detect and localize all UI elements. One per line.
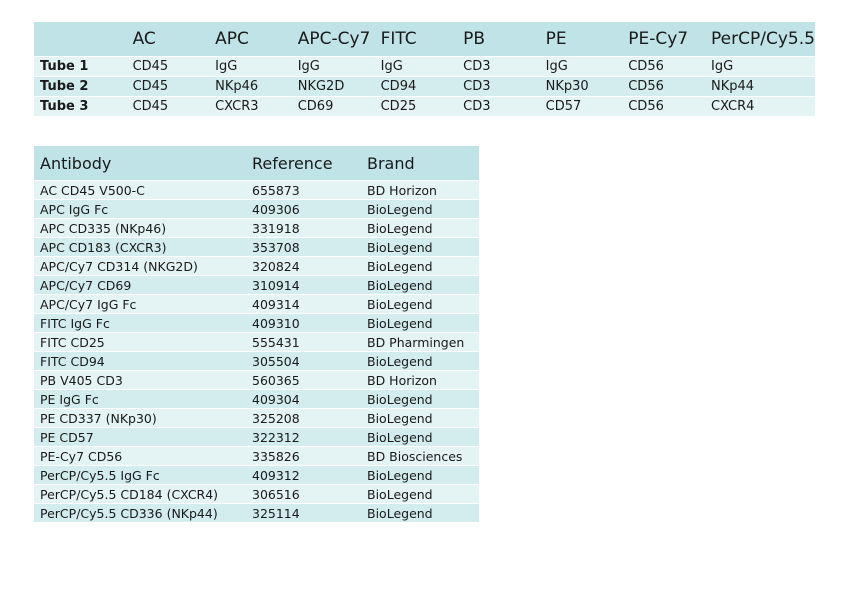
tube-cell: CXCR3 — [215, 97, 298, 117]
antibody-name: PE CD337 (NKp30) — [34, 409, 252, 428]
antibody-name: AC CD45 V500-C — [34, 181, 252, 200]
tube-table-header-cell: AC — [133, 22, 216, 57]
tube-cell: CD45 — [133, 57, 216, 77]
antibody-table-row — [34, 276, 479, 295]
antibody-reference: 409306 — [252, 200, 367, 219]
tube-cell: CD94 — [381, 77, 464, 97]
antibody-reference-table — [34, 146, 479, 522]
antibody-reference: 555431 — [252, 333, 367, 352]
tube-cell: CD56 — [628, 97, 711, 117]
antibody-name: APC IgG Fc — [34, 200, 252, 219]
antibody-brand: BioLegend — [367, 428, 479, 447]
antibody-name: APC/Cy7 CD69 — [34, 276, 252, 295]
antibody-table-row — [34, 181, 479, 200]
tube-table-header-cell: PE-Cy7 — [628, 22, 711, 57]
tube-table-header-cell: APC-Cy7 — [298, 22, 381, 57]
antibody-table-body — [34, 181, 479, 523]
tube-table-row — [34, 57, 815, 77]
tube-cell: CD25 — [381, 97, 464, 117]
tube-cell: CD3 — [463, 97, 545, 117]
antibody-brand: BioLegend — [367, 295, 479, 314]
antibody-reference: 409310 — [252, 314, 367, 333]
antibody-table-row — [34, 447, 479, 466]
tube-label: Tube 3 — [34, 97, 133, 117]
tube-cell: IgG — [381, 57, 464, 77]
antibody-table-row — [34, 409, 479, 428]
antibody-brand: BioLegend — [367, 200, 479, 219]
tube-table-header-corner — [34, 22, 133, 57]
tube-cell: NKp30 — [546, 77, 629, 97]
antibody-brand: BioLegend — [367, 485, 479, 504]
antibody-name: FITC CD94 — [34, 352, 252, 371]
antibody-name: APC/Cy7 CD314 (NKG2D) — [34, 257, 252, 276]
antibody-brand: BD Horizon — [367, 371, 479, 390]
antibody-reference: 306516 — [252, 485, 367, 504]
antibody-name: PE CD57 — [34, 428, 252, 447]
antibody-table-row — [34, 390, 479, 409]
antibody-reference: 335826 — [252, 447, 367, 466]
tube-cell: IgG — [215, 57, 298, 77]
antibody-name: PE IgG Fc — [34, 390, 252, 409]
tube-cell: IgG — [711, 57, 815, 77]
tube-table-header-cell: PB — [463, 22, 545, 57]
antibody-name: FITC CD25 — [34, 333, 252, 352]
antibody-name: FITC IgG Fc — [34, 314, 252, 333]
brand-column-header: Brand — [367, 146, 479, 181]
antibody-brand: BioLegend — [367, 409, 479, 428]
antibody-name: PerCP/Cy5.5 CD184 (CXCR4) — [34, 485, 252, 504]
antibody-reference: 325208 — [252, 409, 367, 428]
tube-cell: NKp46 — [215, 77, 298, 97]
tube-cell: CD45 — [133, 97, 216, 117]
antibody-table-row — [34, 200, 479, 219]
antibody-brand: BioLegend — [367, 390, 479, 409]
antibody-table-row — [34, 333, 479, 352]
antibody-brand: BioLegend — [367, 238, 479, 257]
tube-cell: NKG2D — [298, 77, 381, 97]
tube-cell: IgG — [298, 57, 381, 77]
tube-cell: CXCR4 — [711, 97, 815, 117]
antibody-brand: BioLegend — [367, 257, 479, 276]
tube-table-row — [34, 97, 815, 117]
antibody-reference: 409304 — [252, 390, 367, 409]
antibody-table-row — [34, 504, 479, 523]
antibody-name: PE-Cy7 CD56 — [34, 447, 252, 466]
tube-cell: CD69 — [298, 97, 381, 117]
tube-panel-table — [34, 22, 815, 116]
antibody-brand: BioLegend — [367, 219, 479, 238]
antibody-reference: 409314 — [252, 295, 367, 314]
tube-label: Tube 2 — [34, 77, 133, 97]
antibody-brand: BioLegend — [367, 504, 479, 523]
antibody-table-row — [34, 428, 479, 447]
tube-cell: IgG — [546, 57, 629, 77]
antibody-brand: BD Horizon — [367, 181, 479, 200]
tube-cell: CD3 — [463, 77, 545, 97]
tube-cell: CD56 — [628, 57, 711, 77]
tube-table-header-cell: PerCP/Cy5.5 — [711, 22, 815, 57]
antibody-reference: 320824 — [252, 257, 367, 276]
antibody-reference: 310914 — [252, 276, 367, 295]
antibody-table-row — [34, 238, 479, 257]
antibody-name: APC/Cy7 IgG Fc — [34, 295, 252, 314]
tube-table-header-cell: FITC — [381, 22, 464, 57]
antibody-reference: 325114 — [252, 504, 367, 523]
tube-cell: CD57 — [546, 97, 629, 117]
tube-cell: NKp44 — [711, 77, 815, 97]
antibody-column-header: Antibody — [34, 146, 252, 181]
antibody-brand: BioLegend — [367, 352, 479, 371]
antibody-name: APC CD335 (NKp46) — [34, 219, 252, 238]
tube-table-header-row — [34, 22, 815, 57]
antibody-table-row — [34, 295, 479, 314]
antibody-name: PerCP/Cy5.5 CD336 (NKp44) — [34, 504, 252, 523]
tube-table-row — [34, 77, 815, 97]
antibody-table-row — [34, 371, 479, 390]
antibody-brand: BioLegend — [367, 314, 479, 333]
antibody-reference: 353708 — [252, 238, 367, 257]
antibody-table-row — [34, 219, 479, 238]
tube-table-header-cell: PE — [546, 22, 629, 57]
antibody-reference: 331918 — [252, 219, 367, 238]
antibody-table-row — [34, 352, 479, 371]
antibody-reference: 560365 — [252, 371, 367, 390]
antibody-brand: BD Pharmingen — [367, 333, 479, 352]
antibody-name: PB V405 CD3 — [34, 371, 252, 390]
tube-label: Tube 1 — [34, 57, 133, 77]
antibody-brand: BD Biosciences — [367, 447, 479, 466]
tube-cell: CD56 — [628, 77, 711, 97]
antibody-table-header-row — [34, 146, 479, 181]
antibody-reference: 322312 — [252, 428, 367, 447]
antibody-reference: 305504 — [252, 352, 367, 371]
antibody-name: APC CD183 (CXCR3) — [34, 238, 252, 257]
antibody-table-row — [34, 314, 479, 333]
tube-cell: CD3 — [463, 57, 545, 77]
antibody-brand: BioLegend — [367, 276, 479, 295]
antibody-table-row — [34, 485, 479, 504]
tube-cell: CD45 — [133, 77, 216, 97]
tube-table-header-cell: APC — [215, 22, 298, 57]
reference-column-header: Reference — [252, 146, 367, 181]
antibody-reference: 409312 — [252, 466, 367, 485]
antibody-reference: 655873 — [252, 181, 367, 200]
antibody-brand: BioLegend — [367, 466, 479, 485]
antibody-table-row — [34, 257, 479, 276]
antibody-name: PerCP/Cy5.5 IgG Fc — [34, 466, 252, 485]
antibody-table-row — [34, 466, 479, 485]
